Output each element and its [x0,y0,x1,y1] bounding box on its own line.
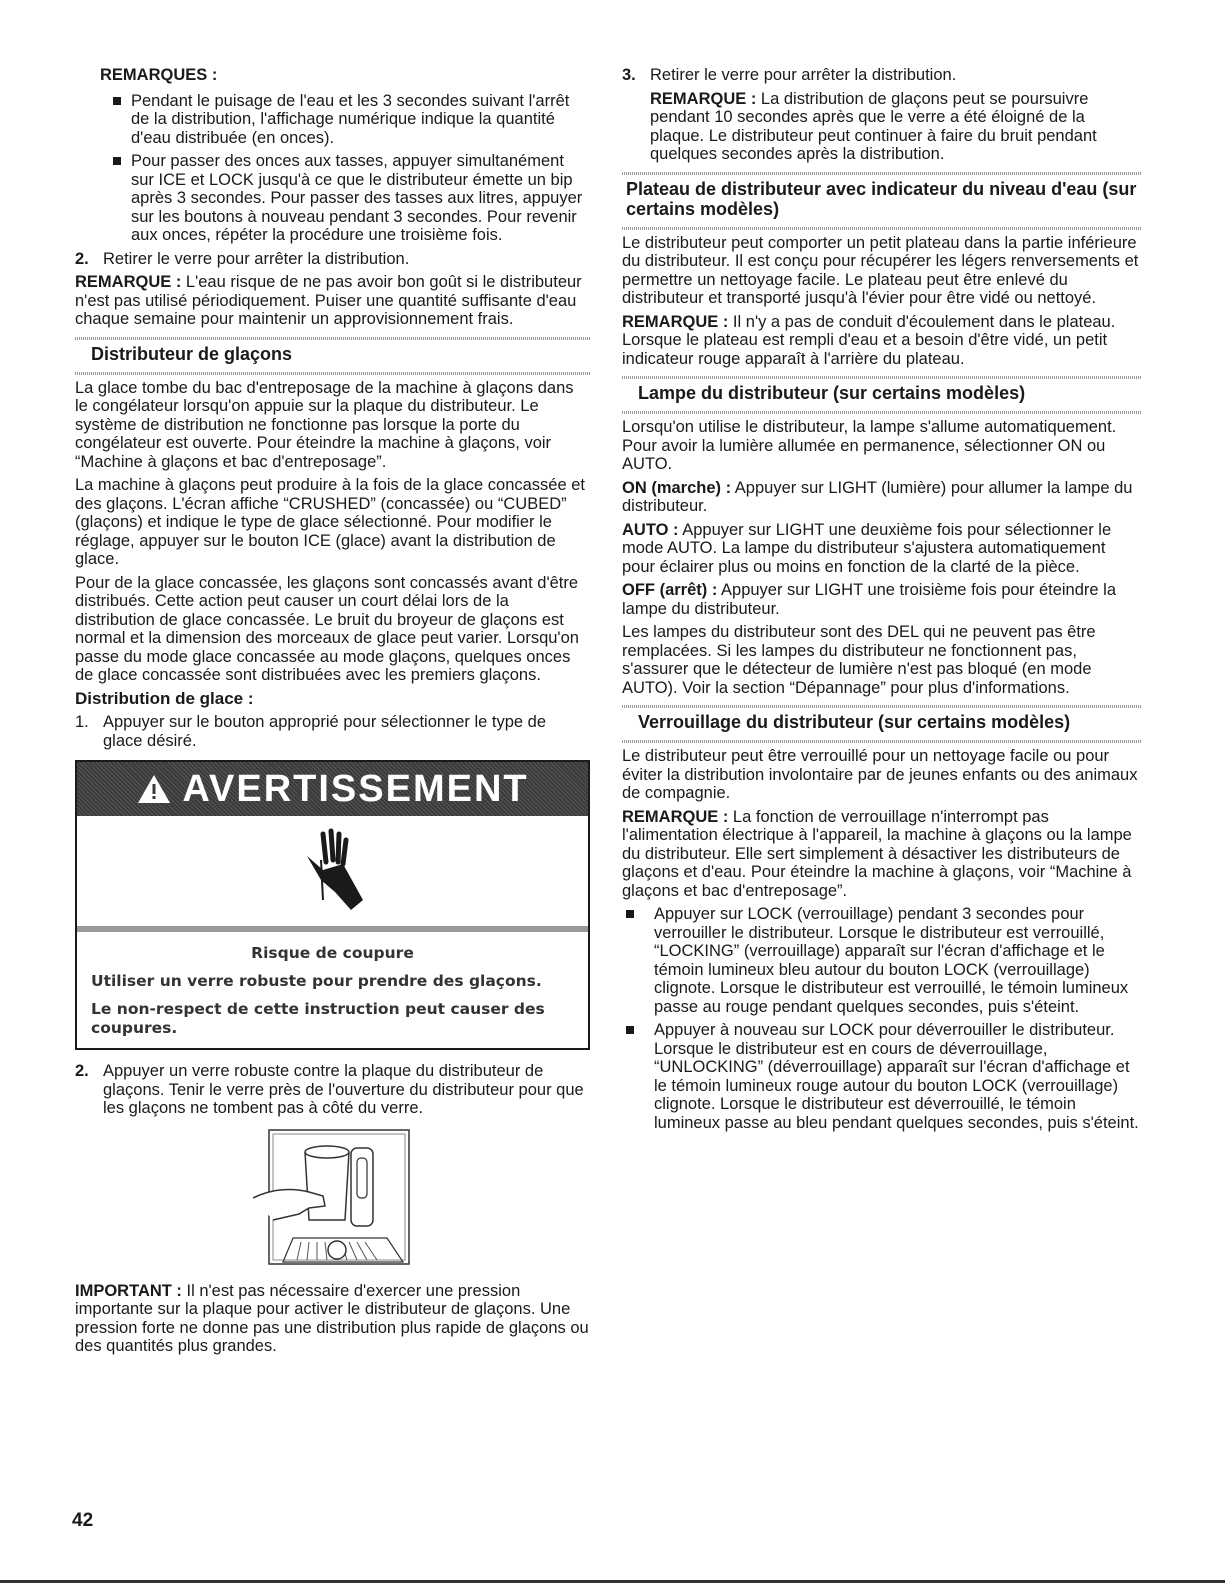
auto-text: Appuyer sur LIGHT une deuxième fois pour sélectionner le mode AUTO. La lampe du distributeur s'ajustera automatiquement pour éclairer plus ou moins en fonction de la clarté de la pièce. [622,520,1112,576]
section-title-drip-tray: Plateau de distributeur avec indicateur du niveau d'eau (sur certains modèles) [626,178,1137,219]
paragraph: Le distributeur peut comporter un petit plateau dans la partie inférieure du distributeur. Il est conçu pour récupérer les légers renversements et permettre un nettoyage facile. Le plateau peut être enlevé du distributeur et transporté jusqu'à l'évier pour être vidé ou nettoyé. [622,233,1139,307]
paragraph: Les lampes du distributeur sont des DEL qui ne peuvent pas être remplacées. Si les lampes du distributeur ne fonctionnent pas, s'assurer que le détecteur de lumière n'est pas bloqué (en mode AUTO). Voir la section “Dépannage” pour plus d'informations. [622,623,1096,697]
cut-hand-icon [293,826,373,916]
step-number: 3. [622,66,636,84]
remarque-text: L'eau risque de ne pas avoir bon goût si le distributeur n'est pas utilisé périodiquement. Puiser une quantité suffisante d'eau chaque semaine pour maintenir un approvisionnement frais. [75,273,582,328]
step-text: Retirer le verre pour arrêter la distribution. [103,249,410,268]
paragraph: Le distributeur peut être verrouillé pour un nettoyage facile ou pour éviter la distribution involontaire par de jeunes enfants ou des animaux de compagnie. [622,747,1138,802]
step-1 [75,713,590,750]
remarque-label: REMARQUE : [622,807,729,826]
warning-instruction: Utiliser un verre robuste pour prendre des glaçons. [91,972,542,990]
on-paragraph [622,479,1142,516]
remarque-text: La fonction de verrouillage n'interrompt pas l'alimentation électrique à l'appareil, la machine à glaçons ou la lampe du distributeur. Elle sert simplement à désactiver les distributeurs de glaçons et d'eau. Pour éteindre la machine à glaçons, voir “Machine à glaçons et bac d'entreposage”. [622,807,1132,900]
remarque-paragraph [622,313,1142,369]
remarque-text: La distribution de glaçons peut se poursuivre pendant 10 secondes après que le verre a été éloigné de la plaque. Le distributeur peut continuer à faire du bruit pendant quelques secondes après la distribution. [650,89,1097,163]
dispenser-illustration [75,1128,590,1268]
step-2 [75,250,590,269]
section-divider [622,411,1142,414]
warning-risk: Risque de coupure [251,944,414,962]
warning-text [77,932,588,1048]
paragraph: Pour de la glace concassée, les glaçons sont concassés avant d'être distribués. Cette action peut causer un court délai lors de la distribution de glace concassée. Le bruit du broyeur de glaçons est normal et la dimension des morceaux de glace peut varier. Lorsqu'on passe du mode glace concassée au mode glaçons, quelques onces de glace concassée sont distribuées avec les premiers glaçons. [75,573,579,684]
list-item: Pour passer des onces aux tasses, appuyer simultanément sur ICE et LOCK jusqu'à ce que le distributeur émette un bip après 3 secondes. Pour passer des tasses aux litres, appuyer sur les boutons à nouveau pendant 3 secondes. Pour revenir aux onces, répéter la procédure une troisième fois. [75,152,590,245]
step-text: Appuyer sur le bouton approprié pour sélectionner le type de glace désiré. [103,713,547,750]
off-text: Appuyer sur LIGHT une troisième fois pour éteindre la lampe du distributeur. [622,581,1116,618]
remarque-label: REMARQUE : [622,312,729,331]
list-item: Appuyer sur LOCK (verrouillage) pendant 3 secondes pour verrouiller le distributeur. Lorsque le distributeur est verrouillé, “LOCKING” (verrouillage) apparaît sur l'écran d'affichage et le témoin lumineux bleu autour du bouton LOCK (verrouillage) clignote. Lorsque le distributeur est verrouillé, le témoin lumineux passe au rouge pendant quelques secondes, puis s'éteint. [622,905,1142,1016]
important-text: Il n'est pas nécessaire d'exercer une pression importante sur la plaque pour activer le distributeur de glaçons. Une pression forte ne donne pas une distribution plus rapide de glaçons ou des quantités plus grandes. [75,1281,589,1355]
section-title-dispenser-lamp: Lampe du distributeur (sur certains modèles) [638,383,1026,403]
paragraph: La glace tombe du bac d'entreposage de la machine à glaçons dans le congélateur lorsqu'on appuie sur la plaque du distributeur. Le système de distribution ne fonctionne pas lorsque la porte du congélateur est ouverte. Pour éteindre la machine à glaçons, voir “Machine à glaçons et bac d'entreposage”. [75,378,574,471]
step-3 [622,66,1142,85]
section-divider [75,372,590,375]
step-number: 2. [75,1062,89,1080]
warning-consequence: Le non-respect de cette instruction peut causer des coupures. [91,1000,545,1037]
section-divider [622,705,1142,708]
lock-list [622,905,1142,1132]
list-item: Appuyer à nouveau sur LOCK pour déverrouiller le distributeur. Lorsque le distributeur est en cours de déverrouillage, “UNLOCKING” (déverrouillage) apparaît sur l'écran d'affichage et le témoin lumineux rouge autour du bouton LOCK (verrouillage) clignote. Lorsque le distributeur est déverrouillé, le témoin lumineux passe au bleu pendant quelques secondes, puis s'éteint. [622,1021,1142,1132]
off-paragraph [622,581,1142,618]
auto-paragraph [622,521,1142,577]
remarque-paragraph [75,273,590,329]
glass-at-dispenser-image [253,1128,413,1268]
remarque-label: REMARQUE : [650,89,757,108]
section-title-dispenser-lock: Verrouillage du distributeur (sur certains modèles) [638,712,1071,732]
subsection-title-ice-distribution: Distribution de glace : [75,688,254,708]
step-number: 1. [75,713,89,731]
warning-box [75,760,590,1050]
step-text: Retirer le verre pour arrêter la distribution. [650,66,957,84]
paragraph: La machine à glaçons peut produire à la fois de la glace concassée et des glaçons. L'écran affiche “CRUSHED” (concassée) ou “CUBED” (glaçons) et indique le type de glace sélectionné. Pour modifier le réglage, appuyer sur le bouton ICE (glace) avant la distribution de glace. [75,476,585,568]
section-divider [622,172,1142,175]
on-label: ON (marche) : [622,478,732,497]
remarques-heading: REMARQUES : [100,66,218,84]
step-number: 2. [75,249,89,268]
section-divider [622,227,1142,230]
auto-label: AUTO : [622,520,679,539]
important-paragraph [75,1282,590,1356]
page-number: 42 [72,1510,94,1531]
section-divider [622,740,1142,743]
left-column [75,66,590,1361]
remarque-text: Il n'y a pas de conduit d'écoulement dans le plateau. Lorsque le plateau est rempli d'eau et a besoin d'être vidé, un petit indicateur rouge apparaît à l'arrière du plateau. [622,312,1116,368]
list-item: Pendant le puisage de l'eau et les 3 secondes suivant l'arrêt de la distribution, l'affichage numérique indique la quantité d'eau distribuée (en onces). [75,92,590,148]
remarque-label: REMARQUE : [75,273,182,291]
right-column [622,66,1142,1137]
section-divider [75,337,590,340]
step-text: Appuyer un verre robuste contre la plaque du distributeur de glaçons. Tenir le verre près de l'ouverture du distributeur pour que les glaçons ne tombent pas à côté du verre. [103,1062,584,1117]
section-divider [622,376,1142,379]
bottom-rule [0,1580,1225,1583]
warning-banner [77,762,588,816]
remarque-paragraph [622,90,1142,164]
on-text: Appuyer sur LIGHT (lumière) pour allumer la lampe du distributeur. [622,478,1133,515]
step-2-dispense [75,1062,590,1118]
cut-hazard-illustration [77,816,588,932]
section-title-ice-dispenser: Distributeur de glaçons [91,343,293,364]
remarque-paragraph [622,808,1142,901]
paragraph: Lorsqu'on utilise le distributeur, la lampe s'allume automatiquement. Pour avoir la lumière allumée en permanence, sélectionner ON ou AUTO. [622,418,1117,473]
important-label: IMPORTANT : [75,1281,182,1300]
remarques-list [75,92,590,245]
warning-triangle-icon [136,773,172,805]
off-label: OFF (arrêt) : [622,581,718,599]
warning-title: AVERTISSEMENT [182,767,529,810]
